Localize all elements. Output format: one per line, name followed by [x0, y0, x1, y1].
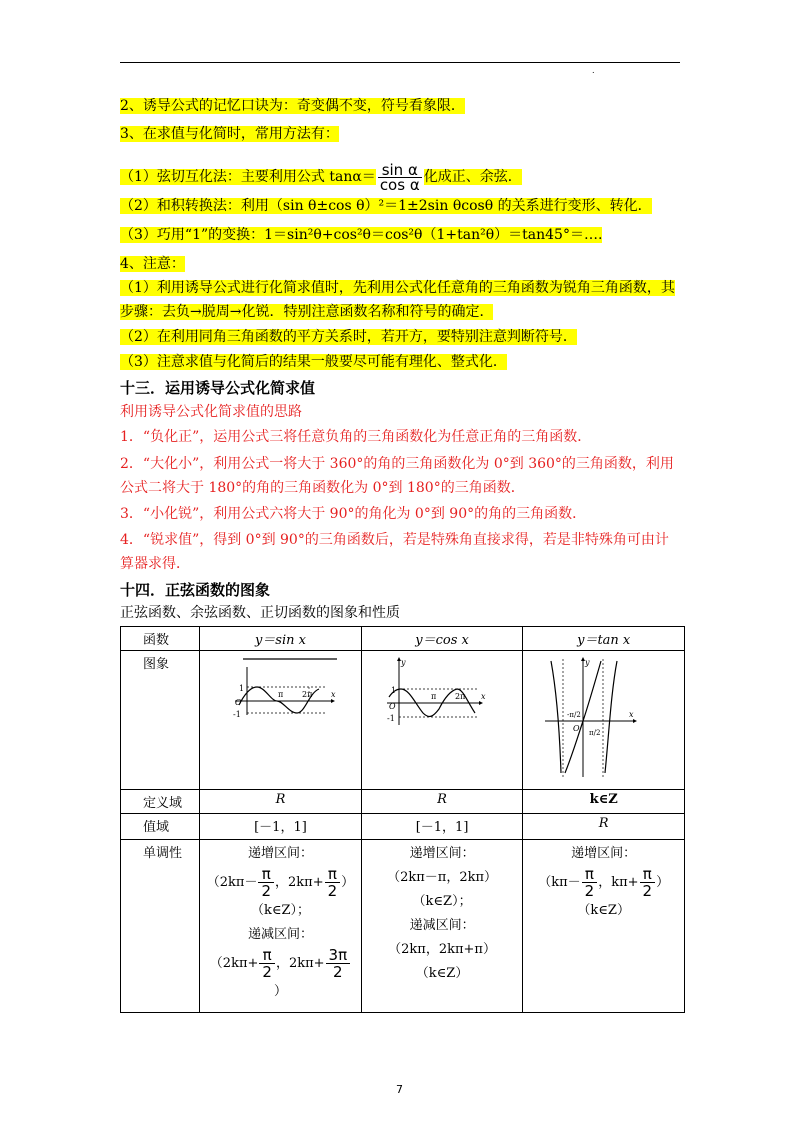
tan-inc-label: 递增区间： — [571, 846, 637, 861]
row-label-monotonicity: 单调性 — [121, 840, 200, 1013]
page-number: 7 — [396, 1083, 403, 1096]
header-rule — [120, 62, 680, 63]
section-14-title: 十四．正弦函数的图象 — [120, 581, 271, 599]
section-13-title: 十三．运用诱导公式化简求值 — [120, 379, 316, 397]
sin-label-two-pi: 2π — [302, 690, 313, 699]
sin-graph — [205, 653, 355, 773]
sin-graph-cell — [200, 651, 362, 790]
section-14-intro: 正弦函数、余弦函数、正切函数的图象和性质 — [120, 605, 400, 621]
note-3: （3）注意求值与化简后的结果一般要尽可能有理化、整式化． — [120, 354, 507, 370]
domain-tan: k∈Z — [523, 790, 685, 814]
mono-sin — [200, 840, 362, 1013]
cos-inc-interval: （2kπ－π，2kπ） — [387, 870, 498, 885]
tan-label-origin: O — [572, 724, 580, 733]
cos-label-two-pi: 2π — [455, 692, 466, 701]
header-sin: y＝sin x — [200, 627, 362, 651]
cos-kz-2: （k∈Z） — [415, 966, 469, 981]
note-2: （2）在利用同角三角函数的平方关系时，若开方，要特别注意判断符号． — [120, 329, 577, 345]
table-row-domain — [121, 790, 685, 814]
sin-inc-interval: （2kπ－ $\frac{\pi}{2}$ ，2kπ+ $\frac{\pi}{2}$ ） — [206, 865, 355, 900]
section-13-p2a: 2．“大化小”，利用公式一将大于 360°的角的三角函数化为 0°到 360°的三角函数，利用 — [120, 456, 674, 472]
row-label-domain: 定义域 — [121, 790, 200, 814]
tan-label-neg-half-pi: -π/2 — [566, 711, 581, 719]
section-13-p4b: 算器求得． — [120, 556, 190, 572]
row-label-graph: 图象 — [121, 651, 200, 790]
sin-label-neg-one: -1 — [233, 710, 242, 719]
table-row-function — [121, 627, 685, 651]
table-row-range — [121, 814, 685, 840]
cos-label-one: 1 — [391, 686, 397, 695]
method-2: （2）和积转换法：利用（sin θ±cos θ）²＝1±2sin θcosθ 的关系进行变形、转化． — [120, 198, 652, 214]
note-1a: （1）利用诱导公式进行化简求值时，先利用公式化任意角的三角函数为锐角三角函数，其 — [120, 280, 675, 296]
cos-kz-1: （k∈Z）； — [412, 894, 472, 909]
section-13-p4a: 4．“锐求值”，得到 0°到 90°的三角函数后，若是特殊角直接求得，若是非特殊角可由计 — [120, 532, 669, 548]
row-label-function: 函数 — [121, 627, 200, 651]
section-13-p2b: 公式二将大于 180°的角的三角函数化为 0°到 180°的三角函数． — [120, 480, 525, 496]
mono-cos — [361, 840, 523, 1013]
sin-label-x: x — [331, 690, 336, 699]
tan-label-x: x — [628, 710, 634, 719]
header-tan: y＝tan x — [523, 627, 685, 651]
sin-label-pi: π — [278, 690, 284, 699]
cos-label-pi: π — [431, 692, 437, 701]
table-row-monotonicity — [121, 840, 685, 1013]
tan-label-half-pi: π/2 — [588, 729, 601, 737]
sin-dec-interval: （2kπ+ $\frac{\pi}{2}$ ，2kπ+ $\frac{3\pi}{2}$ ） — [204, 947, 357, 1004]
note-title: 4、注意： — [120, 256, 185, 272]
sin-over-cos-fraction: $\frac{\text{sin α}}{\text{cos α}}$ — [379, 160, 420, 194]
cos-label-neg-one: -1 — [387, 714, 395, 723]
method-3: （3）巧用“1”的变换：1＝sin²θ+cos²θ＝cos²θ（1+tan²θ）＝tan45°＝…. — [120, 227, 603, 243]
cos-inc-label: 递增区间： — [409, 846, 475, 861]
range-sin: [－1，1] — [200, 814, 362, 840]
tan-graph — [529, 653, 679, 783]
tan-label-y: y — [584, 658, 590, 667]
tip-line-2: 2、诱导公式的记忆口诀为：奇变偶不变，符号看象限． — [120, 98, 465, 114]
trig-properties-table — [120, 626, 685, 1013]
cos-label-origin: O — [389, 702, 396, 711]
domain-sin: R — [200, 790, 362, 814]
cos-dec-interval: （2kπ，2kπ+π） — [388, 942, 496, 957]
section-13-subtitle: 利用诱导公式化简求值的思路 — [120, 404, 302, 420]
header-cos: y＝cos x — [361, 627, 523, 651]
note-1b: 步骤：去负→脱周→化锐．特别注意函数名称和符号的确定． — [120, 304, 494, 320]
range-tan: R — [523, 814, 685, 840]
mono-tan — [523, 840, 685, 1013]
section-13-p1: 1．“负化正”，运用公式三将任意负角的三角函数化为任意正角的三角函数． — [120, 429, 592, 445]
sin-dec-label: 递减区间： — [247, 927, 313, 942]
sin-kz: （k∈Z）； — [250, 903, 310, 918]
sin-label-one: 1 — [239, 684, 245, 693]
method-1: （1）弦切互化法：主要利用公式 tanα＝ $\frac{\text{sin α}}{\text{cos α}}$ 化成正、余弦． — [120, 160, 522, 194]
range-cos: [－1，1] — [361, 814, 523, 840]
tan-inc-interval: （kπ－ $\frac{\pi}{2}$ ，kπ+ $\frac{\pi}{2}$ ） — [538, 865, 670, 900]
cos-label-y: y — [401, 658, 406, 667]
section-13-p3: 3．“小化锐”，利用公式六将大于 90°的角化为 0°到 90°的角的三角函数． — [120, 506, 587, 522]
tip-line-3: 3、在求值与化简时，常用方法有： — [120, 126, 339, 142]
row-label-range: 值域 — [121, 814, 200, 840]
sin-inc-label: 递增区间： — [247, 846, 313, 861]
cos-graph — [367, 653, 517, 773]
table-row-graph — [121, 651, 685, 790]
tan-graph-cell — [523, 651, 685, 790]
cos-label-x: x — [481, 692, 486, 701]
sin-label-origin: O — [235, 698, 243, 707]
domain-cos: R — [361, 790, 523, 814]
header-dot: . — [592, 66, 595, 75]
tan-kz: （k∈Z） — [577, 903, 630, 918]
cos-dec-label: 递减区间： — [409, 918, 475, 933]
cos-graph-cell — [361, 651, 523, 790]
